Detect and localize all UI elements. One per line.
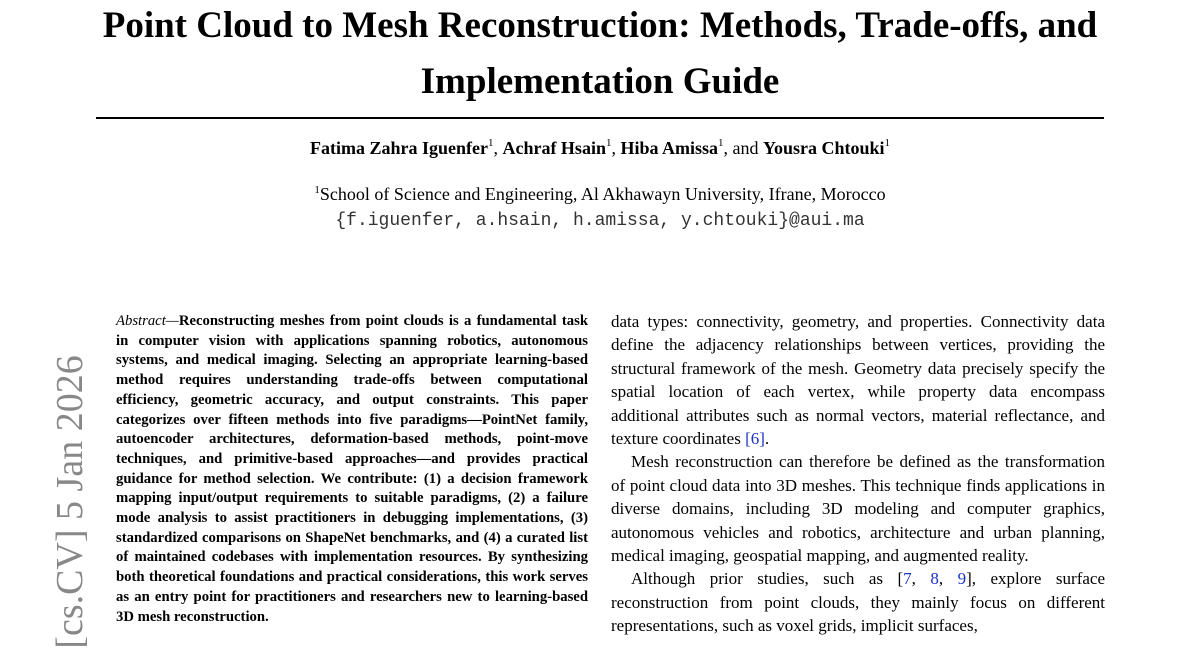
- body-paragraph: Although prior studies, such as [7, 8, 9], explore surface reconstruction from point clouds, they mainly focus on different representations, such as voxel grids, implicit surfaces,: [611, 569, 1106, 636]
- affiliation-mark: 1: [314, 184, 320, 196]
- paragraph-text: data types: connectivity, geometry, and properties. Connectivity data define the adjacency relationships between vertices, providing the structural framework of the mesh. Geometry data precisely specify the spatial location of each vertex, while property data encompass additional attributes such as normal vectors, material reflectance, and texture coordinates: [611, 312, 1105, 449]
- citation-link[interactable]: 9: [957, 569, 967, 589]
- body-column-right: [611, 310, 1105, 638]
- author-emails[interactable]: {f.iguenfer, a.hsain, h.amissa, y.chtouki}@aui.ma: [335, 211, 865, 231]
- affiliation: [0, 184, 1200, 205]
- author-separator: ,: [611, 138, 621, 158]
- author-name: Achraf Hsain: [502, 138, 606, 158]
- citation-link[interactable]: 8: [930, 569, 939, 589]
- arxiv-stamp: [cs.CV] 5 Jan 2026: [49, 355, 91, 649]
- author-name: Yousra Chtouki: [762, 138, 885, 158]
- abstract: [116, 312, 588, 627]
- author-affil-mark: 1: [884, 137, 891, 149]
- author-affil-mark: 1: [605, 137, 612, 149]
- abstract-label: Abstract—: [116, 313, 179, 329]
- paragraph-text: Although prior studies, such as [: [631, 569, 904, 589]
- affiliation-text: School of Science and Engineering, Al Akhawayn University, Ifrane, Morocco: [319, 184, 886, 204]
- paragraph-text: ], explore surface reconstruction from point clouds, they mainly focus on different representations, such as voxel grids, implicit surfaces,: [611, 569, 1106, 636]
- author-separator: , and: [723, 138, 763, 158]
- body-paragraph: [611, 310, 1105, 450]
- title-rule: [96, 117, 1104, 119]
- paper-title: Point Cloud to Mesh Reconstruction: Methods, Trade-offs, and Implementation Guide: [102, 5, 1098, 102]
- citation-link[interactable]: [6]: [745, 429, 765, 449]
- citation-link[interactable]: 7: [903, 569, 912, 589]
- body-paragraph: Mesh reconstruction can therefore be defined as the transformation of point cloud data into 3D meshes. This technique finds applications in diverse domains, including 3D modeling and computer graphics, autonomous vehicles and robotics, architecture and urban planning, medical imaging, geospatial mapping, and augmented reality.: [611, 452, 1105, 566]
- author-name: Hiba Amissa: [620, 138, 718, 158]
- paragraph-text: .: [764, 429, 770, 449]
- author-separator: ,: [493, 138, 503, 158]
- author-list: [0, 138, 1200, 159]
- author-affil-mark: 1: [487, 137, 494, 149]
- author-name: Fatima Zahra Iguenfer: [309, 138, 488, 158]
- abstract-text: Reconstructing meshes from point clouds is a fundamental task in computer vision with applications spanning robotics, autonomous systems, and medical imaging. Selecting an appropriate learning-based method requires understanding trade-offs between computational efficiency, geometric accuracy, and output constraints. This paper categorizes over fifteen methods into five paradigms—PointNet family, autoencoder architectures, deformation-based methods, point-move techniques, and primitive-based approaches—and provides practical guidance for method selection. We contribute: (1) a decision framework mapping input/output requirements to suitable paradigms, (2) a failure mode analysis to assist practitioners in debugging implementations, (3) standardized comparisons on ShapeNet benchmarks, and (4) a curated list of maintained codebases with implementation resources. By synthesizing both theoretical foundations and practical considerations, this work serves as an entry point for practitioners and researchers new to learning-based 3D mesh reconstruction.: [116, 313, 588, 625]
- author-affil-mark: 1: [717, 137, 724, 149]
